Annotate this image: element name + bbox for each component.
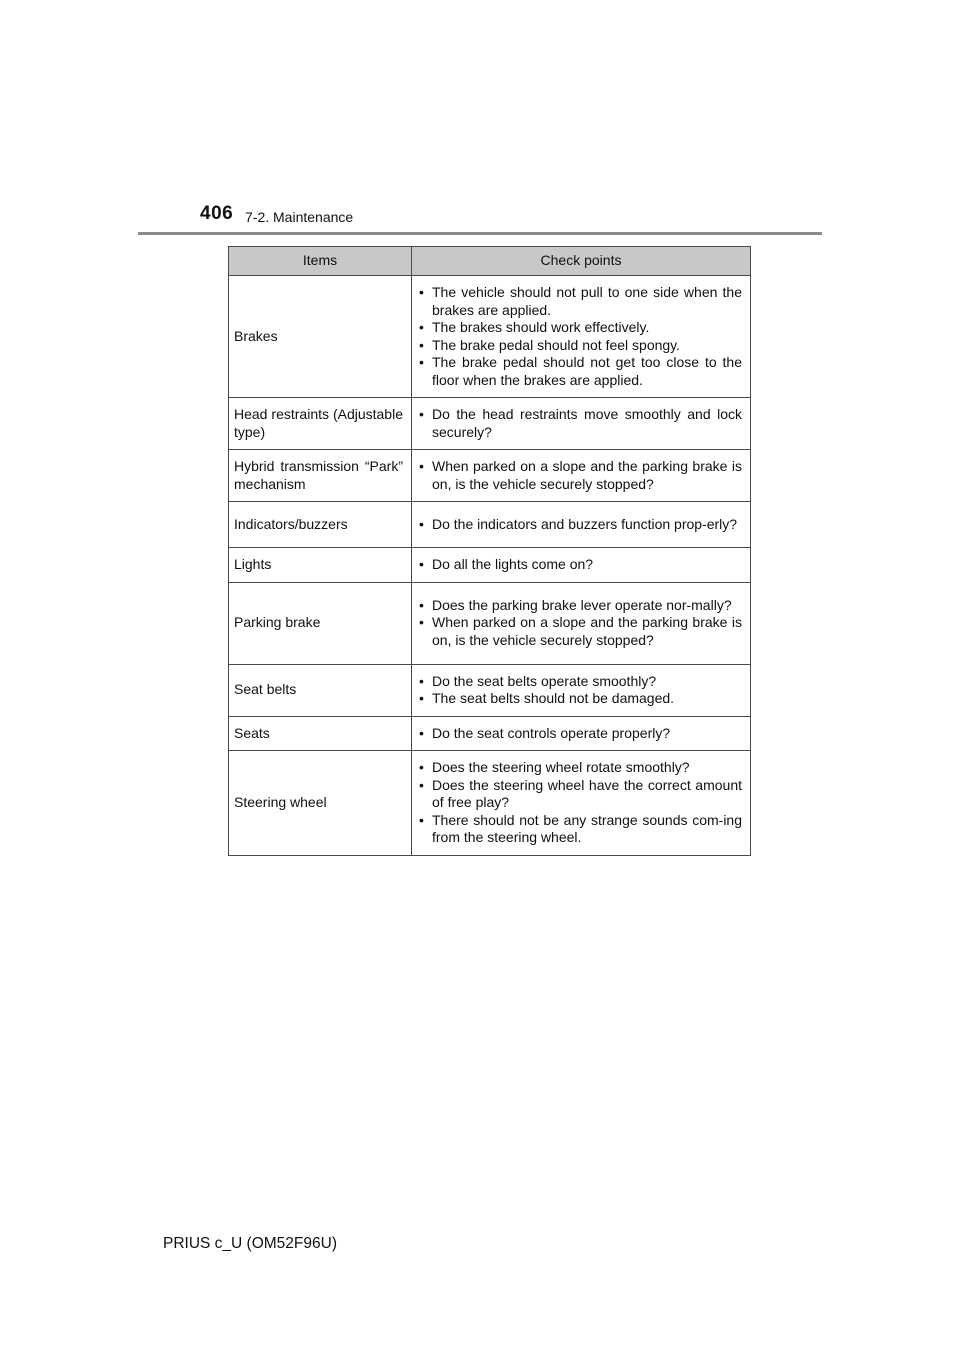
item-cell: Parking brake	[229, 582, 412, 664]
section-title: 7-2. Maintenance	[245, 209, 354, 225]
item-cell: Brakes	[229, 276, 412, 398]
table-row	[229, 276, 751, 398]
check-point: • When parked on a slope and the parking brake is on, is the vehicle securely stopped?	[418, 614, 742, 649]
table-row	[229, 664, 751, 716]
header-rule	[138, 232, 822, 235]
table-row	[229, 398, 751, 450]
inspection-table	[228, 246, 751, 856]
item-cell: Lights	[229, 548, 412, 583]
item-cell: Seat belts	[229, 664, 412, 716]
check-point: • When parked on a slope and the parking brake is on, is the vehicle securely stopped?	[418, 458, 742, 493]
table-row	[229, 751, 751, 856]
item-cell: Seats	[229, 716, 412, 751]
manual-id: PRIUS c_U (OM52F96U)	[163, 1235, 337, 1252]
check-points-cell	[412, 664, 751, 716]
item-cell: Steering wheel	[229, 751, 412, 856]
check-point: • Does the parking brake lever operate nor-mally?	[418, 597, 742, 615]
table-header-row	[229, 247, 751, 276]
check-point: • Does the steering wheel have the correct amount of free play?	[418, 777, 742, 812]
check-point: • There should not be any strange sounds com-ing from the steering wheel.	[418, 812, 742, 847]
check-point: • The brake pedal should not feel spongy.	[418, 337, 742, 355]
check-point: • Does the steering wheel rotate smoothly?	[418, 759, 742, 777]
check-points-cell	[412, 502, 751, 548]
check-points-cell	[412, 582, 751, 664]
column-header-items: Items	[229, 247, 412, 276]
check-points-cell	[412, 450, 751, 502]
check-points-cell	[412, 751, 751, 856]
table-row	[229, 502, 751, 548]
check-point: • Do all the lights come on?	[418, 556, 742, 574]
check-point: • The vehicle should not pull to one side when the brakes are applied.	[418, 284, 742, 319]
table-row	[229, 548, 751, 583]
page-number: 406	[200, 203, 234, 224]
table-row	[229, 716, 751, 751]
check-point: • Do the indicators and buzzers function prop-erly?	[418, 516, 742, 534]
table-row	[229, 450, 751, 502]
item-cell: Hybrid transmission “Park” mechanism	[229, 450, 412, 502]
check-point: • The brake pedal should not get too close to the floor when the brakes are applied.	[418, 354, 742, 389]
check-point: • Do the seat controls operate properly?	[418, 725, 742, 743]
check-point: • Do the seat belts operate smoothly?	[418, 673, 742, 691]
column-header-check-points: Check points	[412, 247, 751, 276]
check-point: • The brakes should work effectively.	[418, 319, 742, 337]
item-cell: Indicators/buzzers	[229, 502, 412, 548]
check-point: • The seat belts should not be damaged.	[418, 690, 742, 708]
check-point: • Do the head restraints move smoothly and lock securely?	[418, 406, 742, 441]
check-points-cell	[412, 276, 751, 398]
check-points-cell	[412, 398, 751, 450]
check-points-cell	[412, 548, 751, 583]
item-cell: Head restraints (Adjustable type)	[229, 398, 412, 450]
table-row	[229, 582, 751, 664]
check-points-cell	[412, 716, 751, 751]
